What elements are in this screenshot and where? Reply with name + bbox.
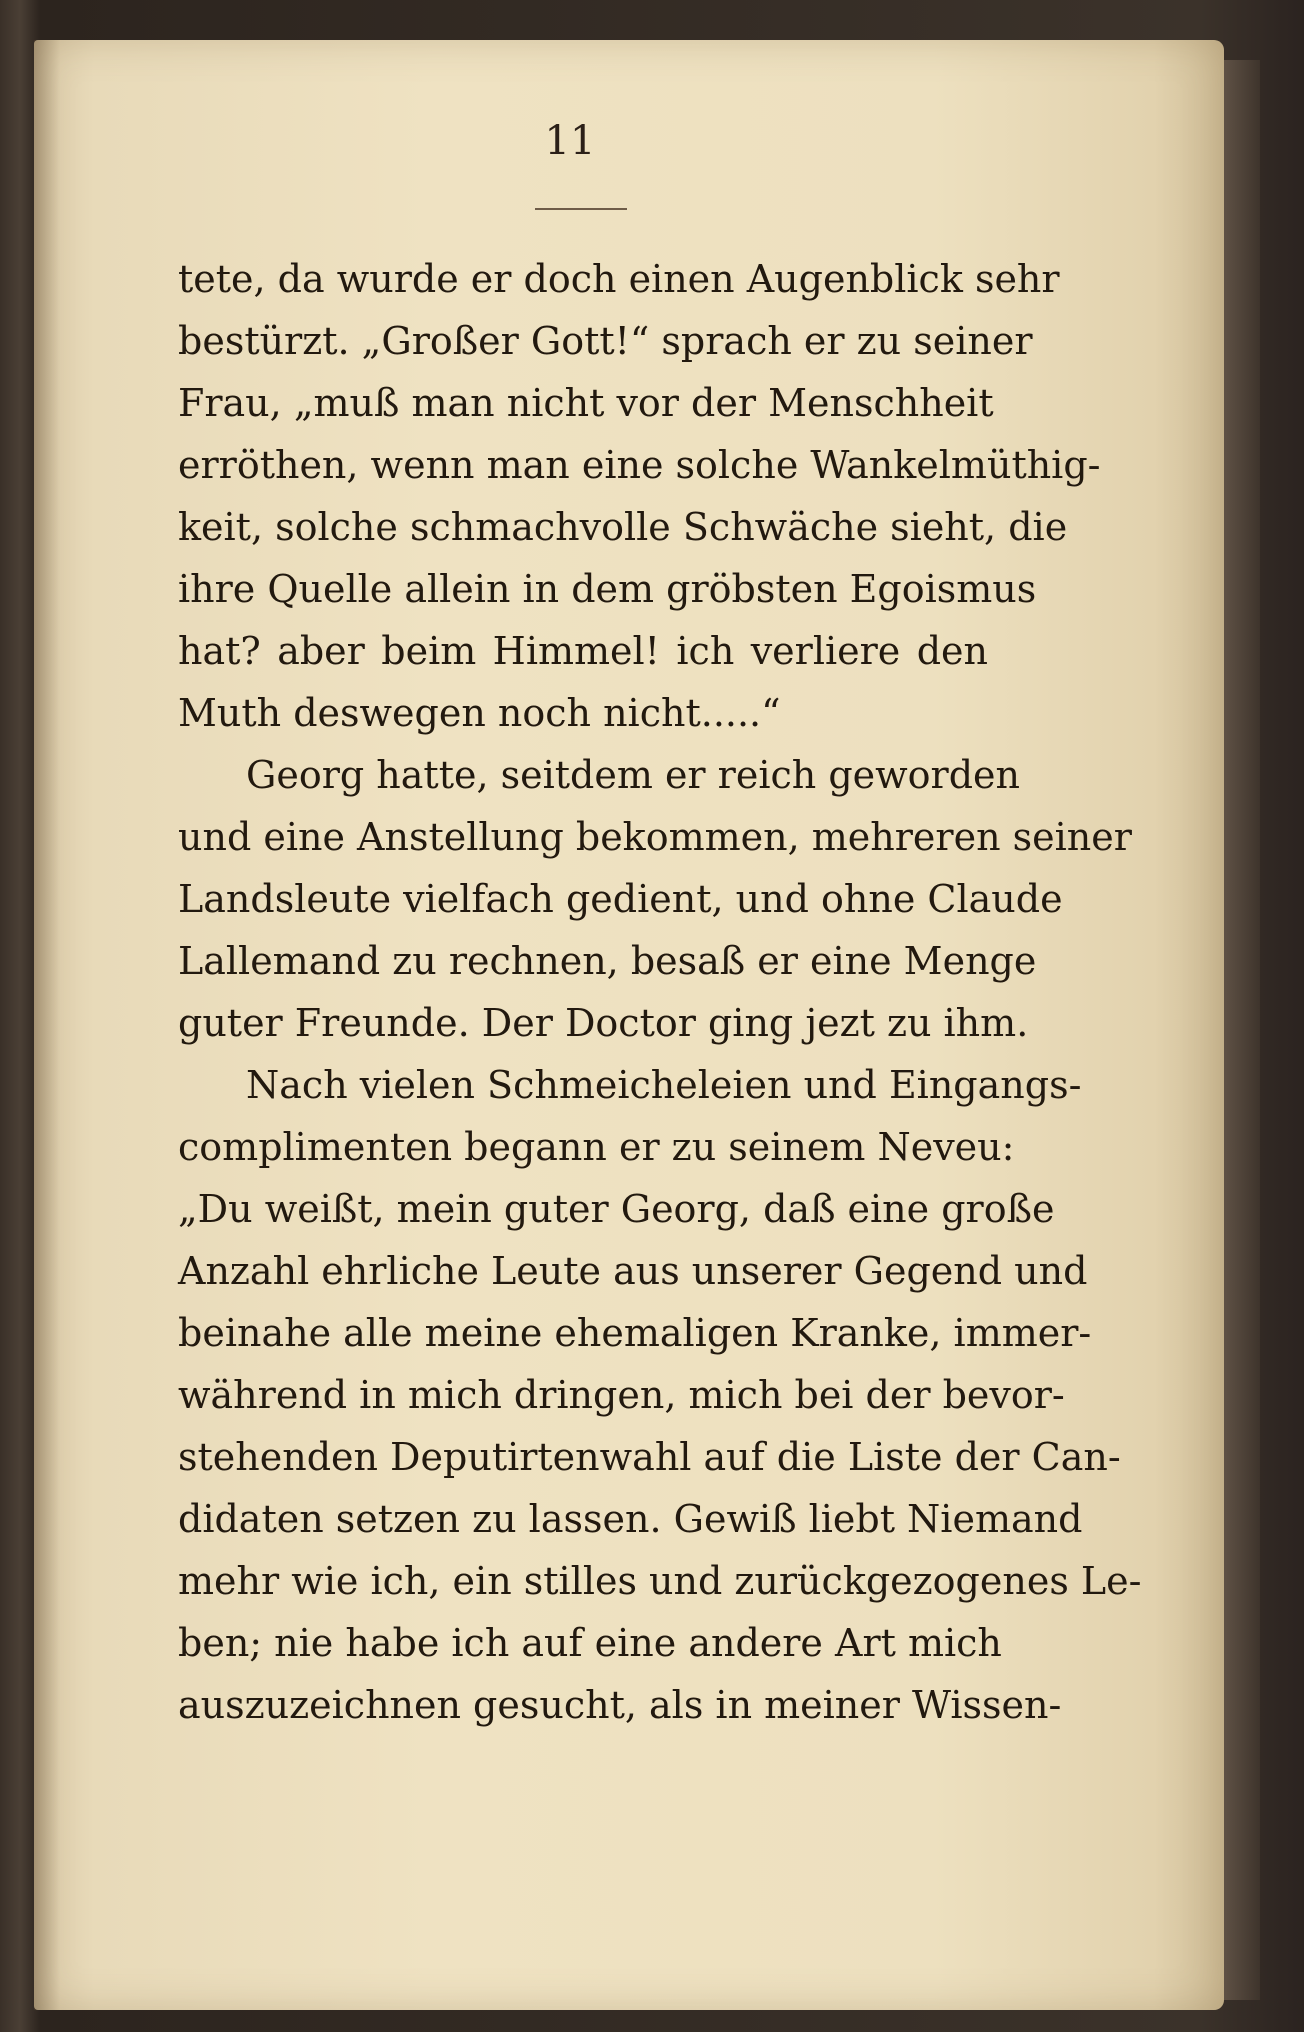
text-line: erröthen, wenn man eine solche Wankelmüthig- [178,443,1101,487]
text-line: tete, da wurde er doch einen Augenblick sehr [178,257,1060,301]
page-number-rule [535,208,627,210]
text-line: Lallemand zu rechnen, besaß er eine Menge [178,939,1037,983]
text-line: ihre Quelle allein in dem gröbsten Egoismus [178,567,1037,611]
text-line: Anzahl ehrliche Leute aus unserer Gegend und [178,1249,1088,1293]
text-line: beinahe alle meine ehemaligen Kranke, immer- [178,1311,1092,1355]
text-line: keit, solche schmachvolle Schwäche sieht, die [178,505,1068,549]
text-line: bestürzt. „Großer Gott!“ sprach er zu seiner [178,319,1033,363]
text-line: Frau, „muß man nicht vor der Menschheit [178,381,994,425]
text-line: Landsleute vielfach gedient, und ohne Claude [178,877,1063,921]
text-line: mehr wie ich, ein stilles und zurückgezogenes Le- [178,1559,1142,1603]
text-line: didaten setzen zu lassen. Gewiß liebt Niemand [178,1497,1083,1541]
text-line: „Du weißt, mein guter Georg, daß eine große [178,1187,1055,1231]
text-line: ben; nie habe ich auf eine andere Art mich [178,1621,1002,1665]
text-line: hat? aber beim Himmel! ich verliere den [178,629,988,673]
text-line: auszuzeichnen gesucht, als in meiner Wissen- [178,1683,1062,1727]
page-number: 11 [544,118,596,164]
text-line: stehenden Deputirtenwahl auf die Liste der Can- [178,1435,1121,1479]
text-line: complimenten begann er zu seinem Neveu: [178,1125,1015,1169]
text-line: Nach vielen Schmeicheleien und Eingangs- [246,1063,1082,1107]
text-line: während in mich dringen, mich bei der bevor- [178,1373,1065,1417]
text-line: guter Freunde. Der Doctor ging jezt zu ihm. [178,1001,1029,1045]
text-line: Georg hatte, seitdem er reich geworden [246,753,1020,797]
text-line: und eine Anstellung bekommen, mehreren seiner [178,815,1132,859]
page-gutter-shadow [34,40,60,2010]
text-line: Muth deswegen noch nicht.....“ [178,691,781,735]
